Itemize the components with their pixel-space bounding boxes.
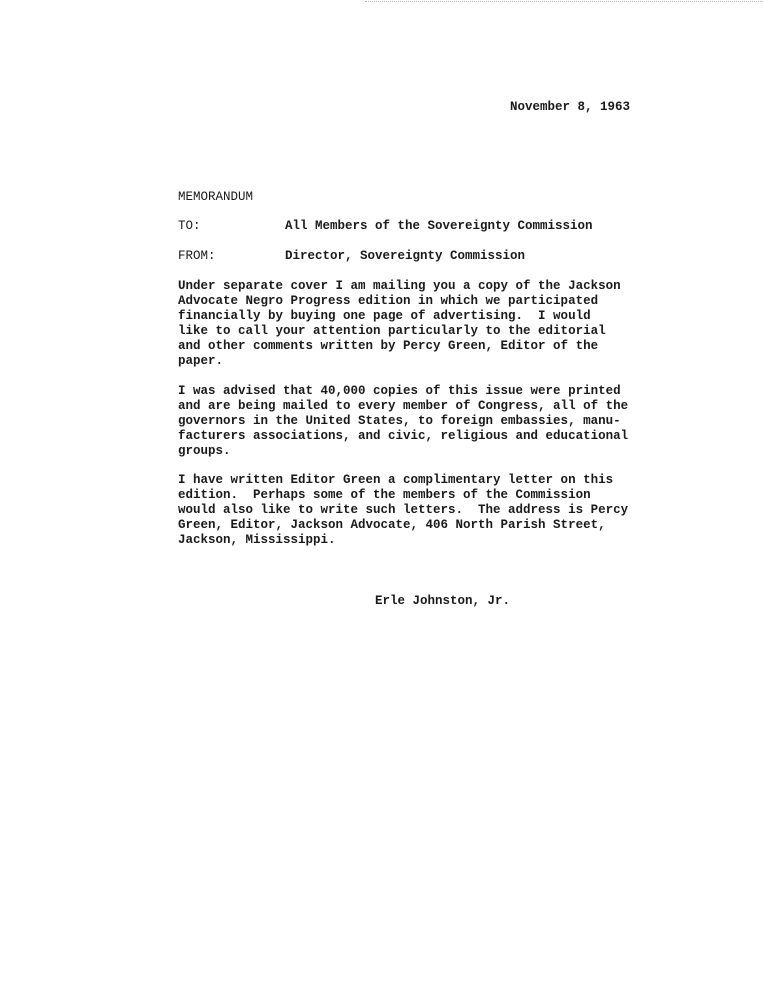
text-line: and are being mailed to every member of Congress, all of the [178, 399, 629, 413]
text-line: governors in the United States, to foreign embassies, manu- [178, 414, 621, 428]
text-line: I have written Editor Green a complimentary letter on this [178, 473, 614, 487]
text-line: I was advised that 40,000 copies of this issue were printed [178, 384, 621, 398]
text-line: Under separate cover I am mailing you a copy of the Jackson [178, 279, 621, 293]
text-line: edition. Perhaps some of the members of the Commission [178, 488, 591, 502]
text-line: and other comments written by Percy Green, Editor of the [178, 339, 599, 353]
text-line: financially by buying one page of advertising. I would [178, 309, 591, 323]
from-label: FROM: [178, 249, 216, 263]
text-line: facturers associations, and civic, religious and educational [178, 429, 629, 443]
text-line: paper. [178, 354, 224, 368]
scan-edge-dotted-line [365, 1, 763, 2]
paragraph-1 [178, 279, 621, 369]
to-label: TO: [178, 219, 201, 233]
memo-title: MEMORANDUM [178, 190, 254, 204]
paragraph-3 [178, 473, 628, 548]
from-value: Director, Sovereignty Commission [285, 249, 526, 263]
signature-name: Erle Johnston, Jr. [375, 594, 511, 608]
memo-date: November 8, 1963 [510, 100, 631, 114]
text-line: Jackson, Mississippi. [178, 533, 336, 547]
paragraph-2 [178, 384, 628, 459]
text-line: would also like to write such letters. The address is Percy [178, 503, 629, 517]
to-value: All Members of the Sovereignty Commission [285, 219, 593, 233]
text-line: Advocate Negro Progress edition in which we participated [178, 294, 599, 308]
text-line: groups. [178, 444, 231, 458]
text-line: like to call your attention particularly to the editorial [178, 324, 606, 338]
text-line: Green, Editor, Jackson Advocate, 406 North Parish Street, [178, 518, 606, 532]
